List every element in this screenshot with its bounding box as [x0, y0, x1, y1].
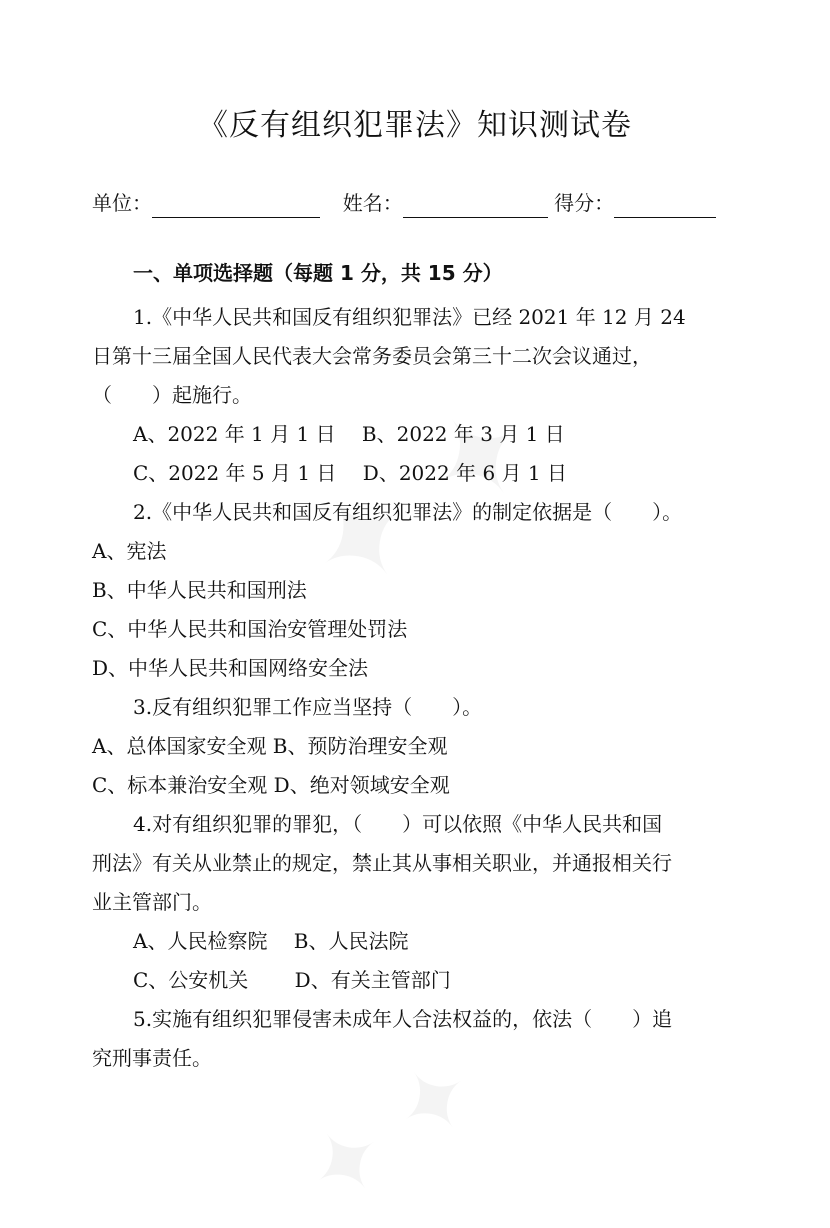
- question-4-line-3: 业主管部门。: [92, 890, 212, 914]
- question-5-line-1: 5.实施有组织犯罪侵害未成年人合法权益的，依法（ ）追: [133, 1007, 673, 1031]
- name-label: 姓名：: [342, 191, 403, 215]
- section-heading: 一、单项选择题（每题 1 分，共 15 分）: [133, 261, 503, 285]
- question-3-options-ab: A、总体国家安全观 B、预防治理安全观: [92, 734, 448, 758]
- question-2-option-c: C、中华人民共和国治安管理处罚法: [92, 617, 408, 641]
- question-1-line-1: 1.《中华人民共和国反有组织犯罪法》已经 2021 年 12 月 24: [133, 305, 686, 329]
- unit-label: 单位：: [92, 191, 152, 215]
- question-3-options-cd: C、标本兼治安全观 D、绝对领域安全观: [92, 773, 450, 797]
- header-info-line: [92, 188, 716, 218]
- question-2-line-1: 2.《中华人民共和国反有组织犯罪法》的制定依据是（ ）。: [133, 500, 683, 524]
- question-1-line-2: 日第十三届全国人民代表大会常务委员会第三十二次会议通过，: [92, 344, 652, 368]
- question-4-line-1: 4.对有组织犯罪的罪犯，（ ）可以依照《中华人民共和国: [133, 812, 663, 836]
- question-1-options-cd: C、2022 年 5 月 1 日 D、2022 年 6 月 1 日: [133, 461, 567, 485]
- page-title: 《反有组织犯罪法》知识测试卷: [198, 108, 632, 143]
- question-1-line-3: （ ）起施行。: [92, 383, 252, 407]
- score-blank[interactable]: [614, 193, 716, 218]
- question-3-line-1: 3.反有组织犯罪工作应当坚持（ ）。: [133, 695, 483, 719]
- question-4-line-2: 刑法》有关从业禁止的规定，禁止其从事相关职业，并通报相关行: [92, 851, 672, 875]
- question-2-option-a: A、宪法: [92, 539, 167, 563]
- name-blank[interactable]: [403, 193, 548, 218]
- question-2-option-b: B、中华人民共和国刑法: [92, 578, 307, 602]
- question-2-option-d: D、中华人民共和国网络安全法: [92, 656, 369, 680]
- unit-blank[interactable]: [152, 193, 320, 218]
- score-label: 得分：: [554, 191, 615, 215]
- question-4-options-ab: A、人民检察院 B、人民法院: [133, 929, 409, 953]
- question-5-line-2: 究刑事责任。: [92, 1046, 212, 1070]
- question-4-options-cd: C、公安机关 D、有关主管部门: [133, 968, 451, 992]
- question-1-options-ab: A、2022 年 1 月 1 日 B、2022 年 3 月 1 日: [133, 422, 565, 446]
- watermark: [286, 1037, 495, 1227]
